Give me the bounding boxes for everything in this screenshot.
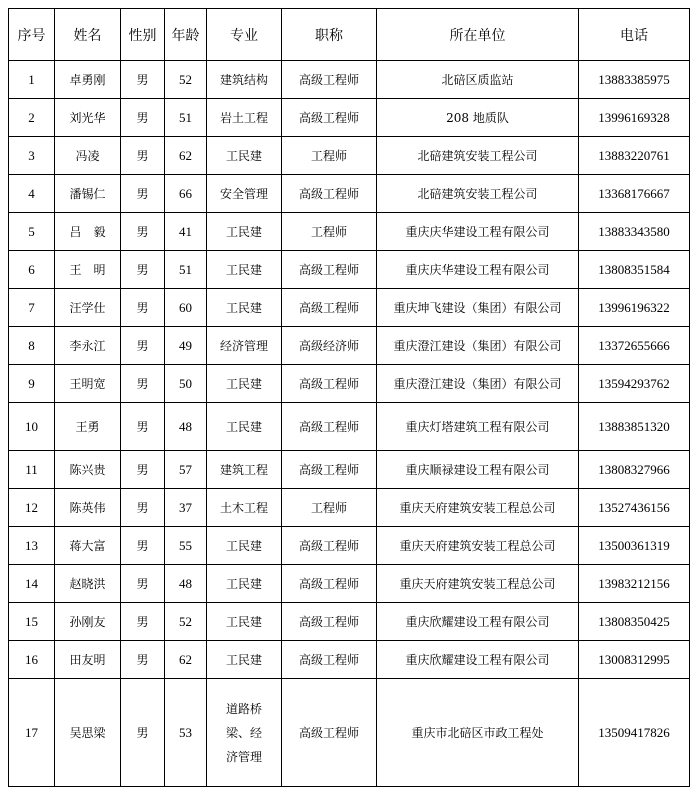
- cell-age: 62: [165, 641, 207, 679]
- cell-major: 岩土工程: [207, 99, 282, 137]
- cell-unit: 重庆欣耀建设工程有限公司: [377, 603, 579, 641]
- header-cell-name: 姓名: [55, 9, 121, 61]
- cell-unit: 北碚建筑安装工程公司: [377, 137, 579, 175]
- cell-major: 工民建: [207, 365, 282, 403]
- cell-index: 2: [9, 99, 55, 137]
- header-cell-unit: 所在单位: [377, 9, 579, 61]
- cell-index: 13: [9, 527, 55, 565]
- table-row: [9, 251, 690, 289]
- cell-gender: 男: [121, 603, 165, 641]
- cell-phone: 13808351584: [579, 251, 690, 289]
- cell-age: 53: [165, 679, 207, 787]
- cell-age: 66: [165, 175, 207, 213]
- cell-gender: 男: [121, 137, 165, 175]
- cell-name: 陈兴贵: [55, 451, 121, 489]
- cell-name: 田友明: [55, 641, 121, 679]
- cell-gender: 男: [121, 213, 165, 251]
- cell-gender: 男: [121, 565, 165, 603]
- cell-gender: 男: [121, 289, 165, 327]
- cell-age: 62: [165, 137, 207, 175]
- cell-index: 5: [9, 213, 55, 251]
- cell-phone: 13808350425: [579, 603, 690, 641]
- cell-major: 工民建: [207, 565, 282, 603]
- table-body: [9, 61, 690, 787]
- cell-name: 卓勇刚: [55, 61, 121, 99]
- table-row: [9, 137, 690, 175]
- table-row: [9, 61, 690, 99]
- cell-index: 16: [9, 641, 55, 679]
- cell-major: 建筑结构: [207, 61, 282, 99]
- cell-gender: 男: [121, 327, 165, 365]
- cell-name: 赵晓洪: [55, 565, 121, 603]
- table-row: [9, 451, 690, 489]
- header-cell-gender: 性别: [121, 9, 165, 61]
- cell-phone: 13008312995: [579, 641, 690, 679]
- cell-index: 10: [9, 403, 55, 451]
- cell-name: 王勇: [55, 403, 121, 451]
- cell-age: 48: [165, 403, 207, 451]
- cell-major: 工民建: [207, 527, 282, 565]
- header-cell-phone: 电话: [579, 9, 690, 61]
- cell-age: 52: [165, 603, 207, 641]
- cell-unit: 重庆欣耀建设工程有限公司: [377, 641, 579, 679]
- cell-title: 高级工程师: [282, 99, 377, 137]
- cell-title: 高级工程师: [282, 289, 377, 327]
- cell-major: 工民建: [207, 603, 282, 641]
- cell-gender: 男: [121, 61, 165, 99]
- cell-phone: 13368176667: [579, 175, 690, 213]
- cell-phone: 13996196322: [579, 289, 690, 327]
- cell-age: 37: [165, 489, 207, 527]
- table-row: [9, 99, 690, 137]
- cell-index: 9: [9, 365, 55, 403]
- cell-title: 工程师: [282, 489, 377, 527]
- cell-title: 工程师: [282, 213, 377, 251]
- cell-major: 工民建: [207, 289, 282, 327]
- cell-index: 14: [9, 565, 55, 603]
- cell-age: 51: [165, 251, 207, 289]
- cell-phone: 13983212156: [579, 565, 690, 603]
- cell-index: 4: [9, 175, 55, 213]
- cell-title: 高级工程师: [282, 641, 377, 679]
- cell-unit: 北碚区质监站: [377, 61, 579, 99]
- cell-unit: 重庆市北碚区市政工程处: [377, 679, 579, 787]
- cell-phone: 13500361319: [579, 527, 690, 565]
- cell-unit: 重庆澄江建设（集团）有限公司: [377, 365, 579, 403]
- cell-phone: 13883220761: [579, 137, 690, 175]
- cell-index: 15: [9, 603, 55, 641]
- table-row: [9, 489, 690, 527]
- cell-phone: 13594293762: [579, 365, 690, 403]
- cell-unit: 重庆澄江建设（集团）有限公司: [377, 327, 579, 365]
- table-row: [9, 679, 690, 787]
- cell-index: 12: [9, 489, 55, 527]
- cell-unit: 重庆顺禄建设工程有限公司: [377, 451, 579, 489]
- table-row: [9, 527, 690, 565]
- table-row: [9, 565, 690, 603]
- cell-index: 3: [9, 137, 55, 175]
- table-row: [9, 403, 690, 451]
- cell-title: 高级工程师: [282, 365, 377, 403]
- cell-major: 工民建: [207, 641, 282, 679]
- cell-age: 60: [165, 289, 207, 327]
- cell-major: 土木工程: [207, 489, 282, 527]
- cell-title: 高级工程师: [282, 603, 377, 641]
- cell-name: 孙刚友: [55, 603, 121, 641]
- cell-unit: 重庆天府建筑安装工程总公司: [377, 565, 579, 603]
- table-row: [9, 327, 690, 365]
- cell-gender: 男: [121, 99, 165, 137]
- expert-table: [8, 8, 690, 787]
- cell-index: 1: [9, 61, 55, 99]
- cell-index: 7: [9, 289, 55, 327]
- cell-index: 8: [9, 327, 55, 365]
- cell-age: 52: [165, 61, 207, 99]
- cell-unit: 重庆庆华建设工程有限公司: [377, 213, 579, 251]
- cell-gender: 男: [121, 489, 165, 527]
- cell-index: 11: [9, 451, 55, 489]
- cell-name: 吕 毅: [55, 213, 121, 251]
- cell-title: 高级经济师: [282, 327, 377, 365]
- cell-phone: 13527436156: [579, 489, 690, 527]
- cell-title: 高级工程师: [282, 565, 377, 603]
- cell-name: 李永江: [55, 327, 121, 365]
- cell-gender: 男: [121, 451, 165, 489]
- cell-phone: 13808327966: [579, 451, 690, 489]
- cell-phone: 13996169328: [579, 99, 690, 137]
- cell-name: 冯凌: [55, 137, 121, 175]
- cell-age: 50: [165, 365, 207, 403]
- cell-age: 55: [165, 527, 207, 565]
- cell-unit: 重庆天府建筑安装工程总公司: [377, 489, 579, 527]
- cell-phone: 13372655666: [579, 327, 690, 365]
- cell-title: 高级工程师: [282, 175, 377, 213]
- cell-major: 工民建: [207, 403, 282, 451]
- cell-age: 57: [165, 451, 207, 489]
- cell-major: 安全管理: [207, 175, 282, 213]
- cell-gender: 男: [121, 251, 165, 289]
- cell-gender: 男: [121, 365, 165, 403]
- cell-index: 6: [9, 251, 55, 289]
- cell-phone: 13883851320: [579, 403, 690, 451]
- cell-name: 蒋大富: [55, 527, 121, 565]
- cell-unit: 重庆天府建筑安装工程总公司: [377, 527, 579, 565]
- cell-title: 工程师: [282, 137, 377, 175]
- cell-phone: 13883385975: [579, 61, 690, 99]
- cell-gender: 男: [121, 527, 165, 565]
- cell-age: 49: [165, 327, 207, 365]
- cell-age: 51: [165, 99, 207, 137]
- cell-title: 高级工程师: [282, 403, 377, 451]
- cell-title: 高级工程师: [282, 451, 377, 489]
- cell-name: 吴思梁: [55, 679, 121, 787]
- cell-name: 潘锡仁: [55, 175, 121, 213]
- cell-unit: 重庆灯塔建筑工程有限公司: [377, 403, 579, 451]
- cell-major: 建筑工程: [207, 451, 282, 489]
- expert-table-wrapper: [8, 8, 690, 787]
- cell-phone: 13509417826: [579, 679, 690, 787]
- header-cell-index: 序号: [9, 9, 55, 61]
- cell-title: 高级工程师: [282, 527, 377, 565]
- cell-unit: 208 地质队: [377, 99, 579, 137]
- cell-gender: 男: [121, 403, 165, 451]
- cell-name: 王 明: [55, 251, 121, 289]
- cell-gender: 男: [121, 679, 165, 787]
- table-row: [9, 603, 690, 641]
- cell-title: 高级工程师: [282, 61, 377, 99]
- table-row: [9, 175, 690, 213]
- cell-phone: 13883343580: [579, 213, 690, 251]
- cell-name: 陈英伟: [55, 489, 121, 527]
- cell-name: 汪学仕: [55, 289, 121, 327]
- cell-title: 高级工程师: [282, 679, 377, 787]
- cell-name: 刘光华: [55, 99, 121, 137]
- table-row: [9, 213, 690, 251]
- cell-unit: 北碚建筑安装工程公司: [377, 175, 579, 213]
- cell-major: 工民建: [207, 213, 282, 251]
- cell-age: 41: [165, 213, 207, 251]
- table-row: [9, 641, 690, 679]
- cell-unit: 重庆坤飞建设（集团）有限公司: [377, 289, 579, 327]
- cell-major: 经济管理: [207, 327, 282, 365]
- cell-age: 48: [165, 565, 207, 603]
- cell-major: 工民建: [207, 251, 282, 289]
- cell-gender: 男: [121, 641, 165, 679]
- header-row: [9, 9, 690, 61]
- cell-gender: 男: [121, 175, 165, 213]
- cell-index: 17: [9, 679, 55, 787]
- cell-name: 王明宽: [55, 365, 121, 403]
- cell-major: 工民建: [207, 137, 282, 175]
- header-cell-major: 专业: [207, 9, 282, 61]
- table-row: [9, 365, 690, 403]
- header-cell-age: 年龄: [165, 9, 207, 61]
- cell-major: 道路桥梁、经济管理: [207, 679, 282, 787]
- cell-title: 高级工程师: [282, 251, 377, 289]
- cell-unit: 重庆庆华建设工程有限公司: [377, 251, 579, 289]
- table-row: [9, 289, 690, 327]
- header-cell-title: 职称: [282, 9, 377, 61]
